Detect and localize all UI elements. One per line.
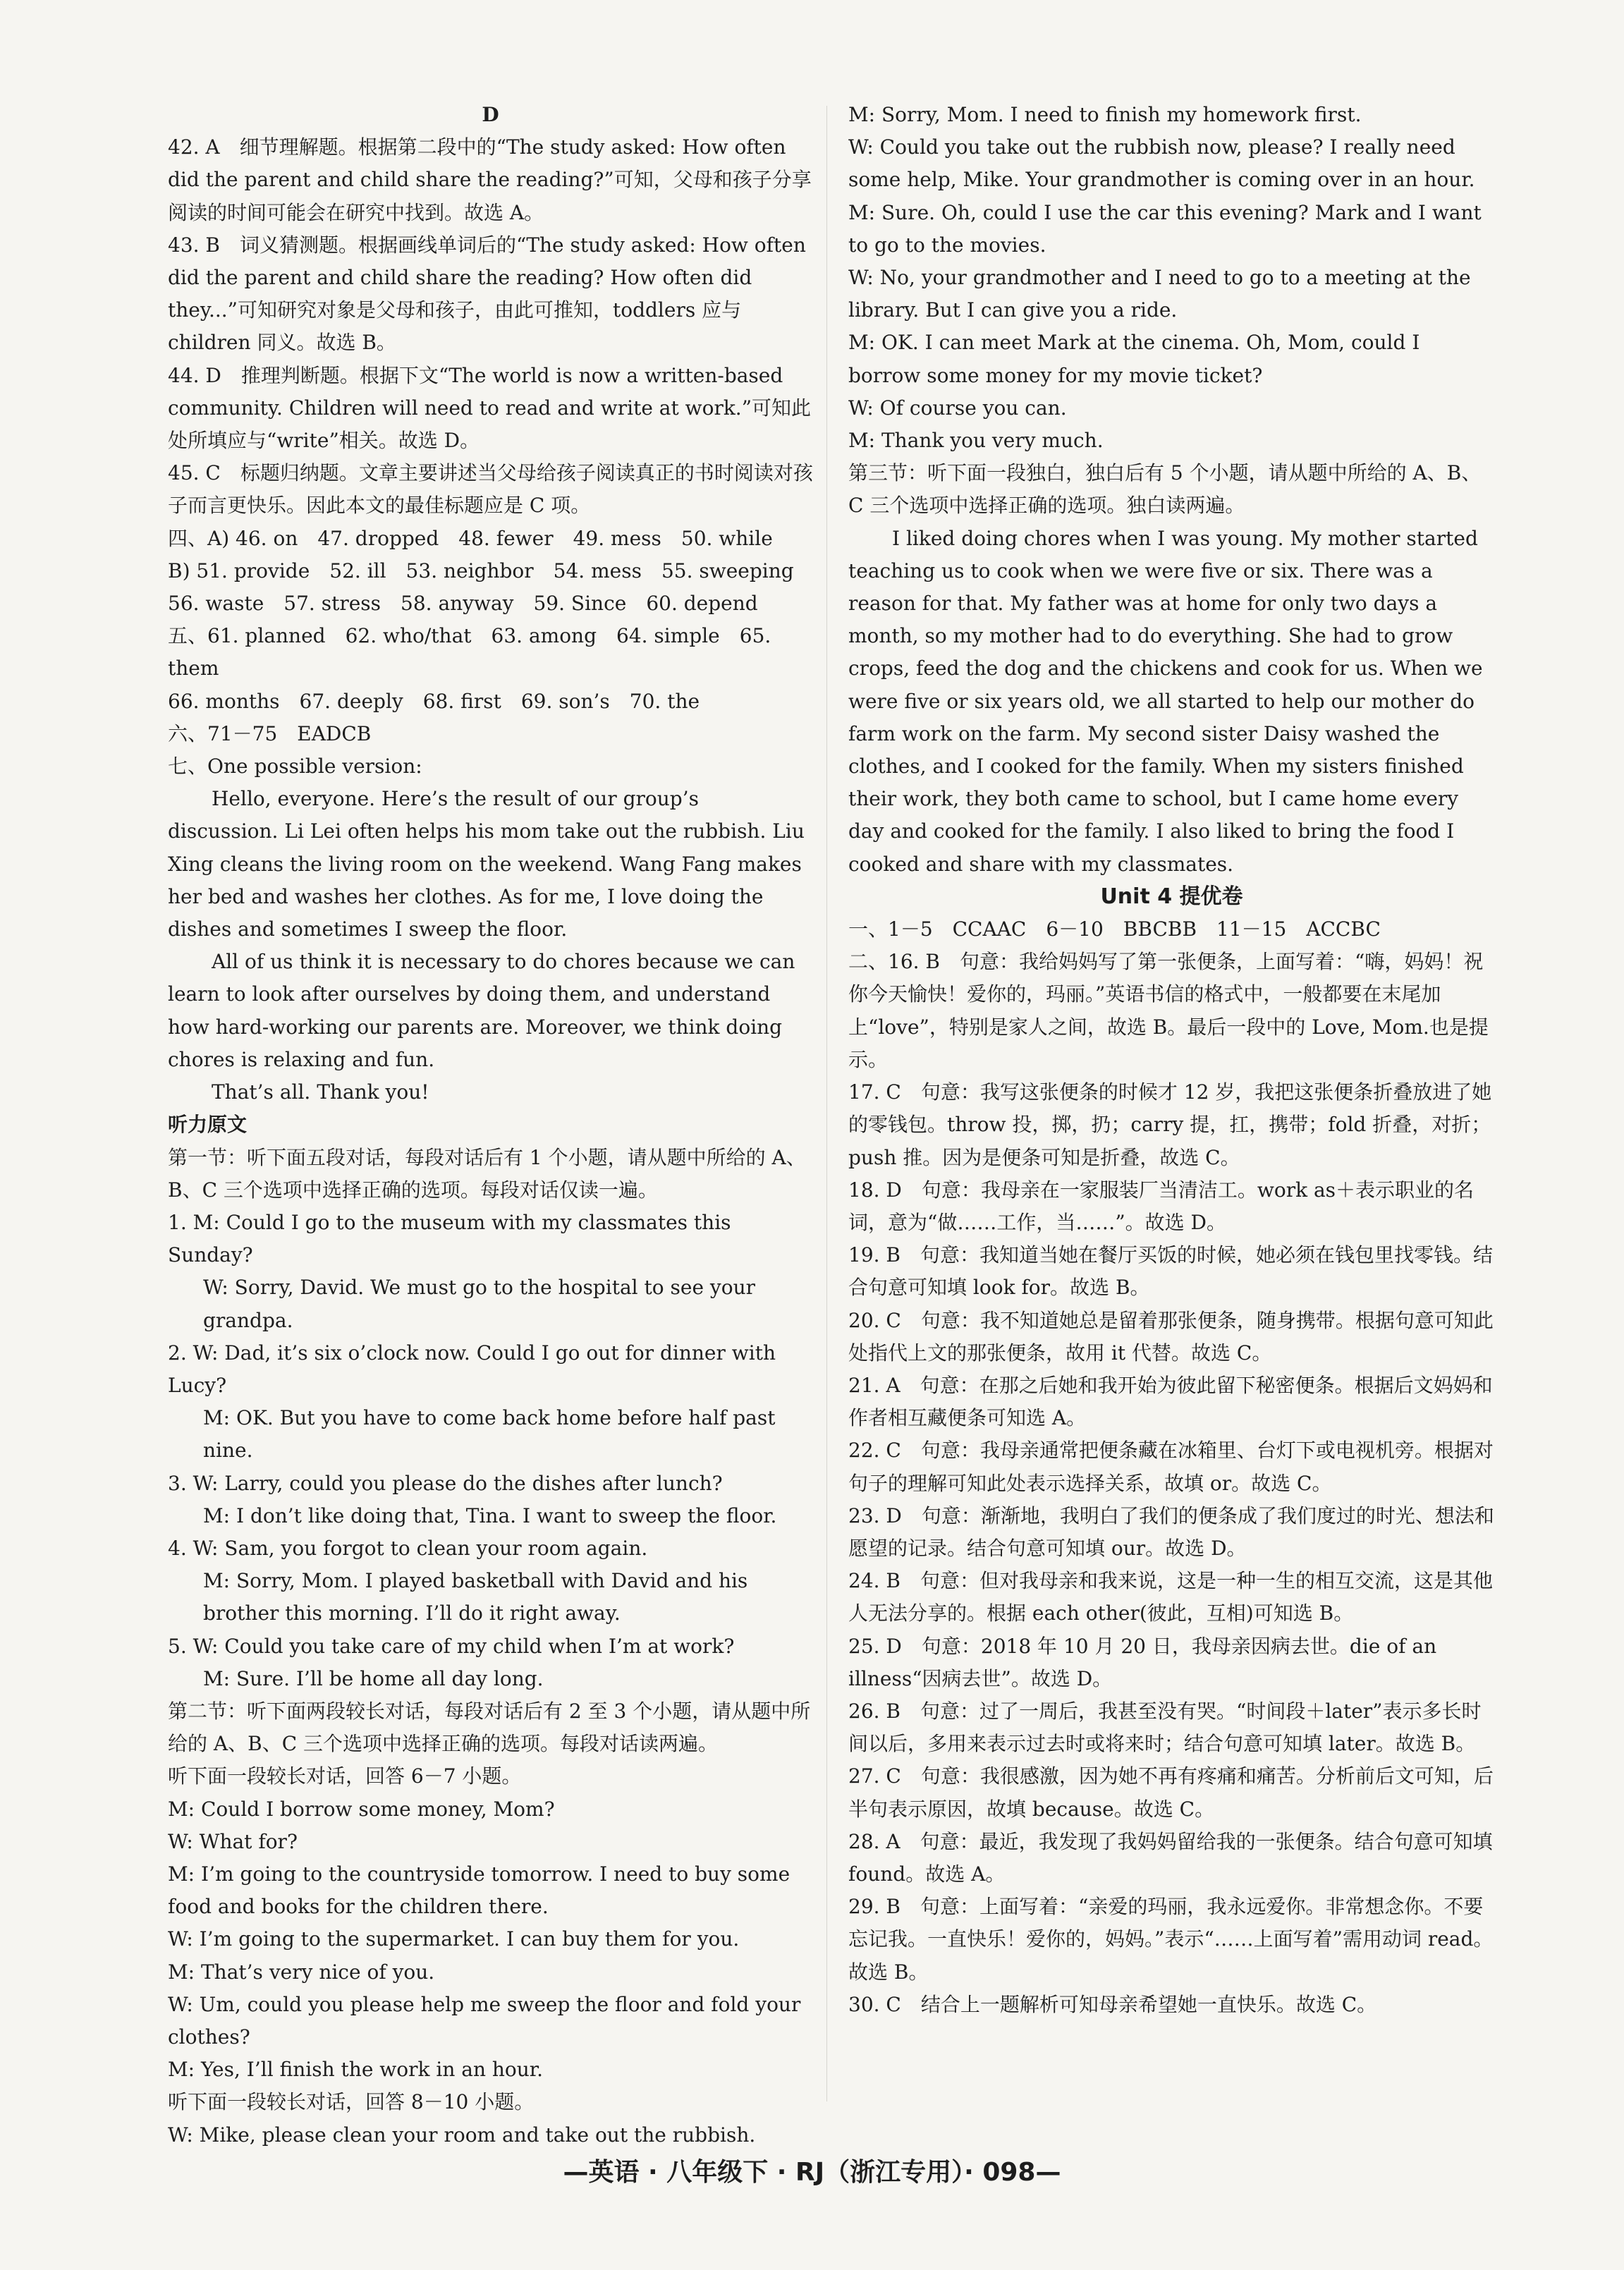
left-paragraph: 5. W: Could you take care of my child when I’m at work? — [168, 1634, 735, 1658]
right-paragraph: 26. B 句意：过了一周后，我甚至没有哭。“时间段＋later”表示多长时间以后，多用来表示过去时或将来时；结合句意可知填 later。故选 B。 — [848, 1699, 1482, 1756]
left-column — [168, 99, 813, 2152]
left-paragraph: Hello, everyone. Here’s the result of our group’s discussion. Li Lei often helps his mom take out the rubbish. Liu Xing cleans the living room on the weekend. Wang Fang makes her bed and washes her clothes. As for me, I love doing the dishes and sometimes I sweep the floor. — [168, 787, 811, 941]
left-paragraph: 听下面一段较长对话，回答 6－7 小题。 — [168, 1764, 522, 1788]
left-paragraph: M: OK. But you have to come back home before half past nine. — [203, 1406, 782, 1463]
left-paragraph: 66. months 67. deeply 68. first 69. son’s 70. the — [168, 689, 700, 713]
left-paragraph: 听力原文 — [168, 1113, 248, 1137]
left-paragraph: M: I don’t like doing that, Tina. I want to sweep the floor. — [203, 1503, 777, 1527]
left-paragraph: W: What for? — [168, 1829, 298, 1853]
left-paragraph: 第二节：听下面两段较长对话，每段对话后有 2 至 3 个小题，请从题中所给的 A、B、C 三个选项中选择正确的选项。每段对话读两遍。 — [168, 1699, 811, 1756]
right-paragraph: 21. A 句意：在那之后她和我开始为彼此留下秘密便条。根据后文妈妈和作者相互藏便条可知选 A。 — [848, 1373, 1493, 1430]
left-paragraph: D — [482, 103, 499, 126]
left-paragraph: M: Yes, I’ll finish the work in an hour. — [168, 2058, 544, 2082]
right-paragraph: 30. C 结合上一题解析可知母亲希望她一直快乐。故选 C。 — [848, 1992, 1377, 2016]
right-paragraph: 19. B 句意：我知道当她在餐厅买饭的时候，她必须在钱包里找零钱。结合句意可知填 look for。故选 B。 — [848, 1243, 1494, 1300]
left-paragraph: 1. M: Could I go to the museum with my classmates this Sunday? — [168, 1210, 738, 1267]
left-paragraph: 六、71－75 EADCB — [168, 721, 372, 745]
right-paragraph: M: Thank you very much. — [848, 429, 1104, 453]
right-paragraph: 24. B 句意：但对我母亲和我来说，这是一种一生的相互交流，这是其他人无法分享的。根据 each other(彼此，互相)可知选 B。 — [848, 1569, 1494, 1625]
left-paragraph: 五、61. planned 62. who/that 63. among 64. simple 65. them — [168, 624, 778, 681]
right-paragraph: 28. A 句意：最近，我发现了我妈妈留给我的一张便条。结合句意可知填 found。故选 A。 — [848, 1829, 1499, 1886]
right-paragraph: 27. C 句意：我很感激，因为她不再有疼痛和痛苦。分析前后文可知，后半句表示原因，故填 because。故选 C。 — [848, 1764, 1494, 1821]
right-paragraph: M: Sure. Oh, could I use the car this evening? Mark and I want to go to the movies. — [848, 200, 1488, 257]
page-footer: —英语 · 八年级下 · RJ（浙江专用）· 098— — [563, 2158, 1061, 2187]
left-paragraph: 第一节：听下面五段对话，每段对话后有 1 个小题，请从题中所给的 A、B、C 三个选项中选择正确的选项。每段对话仅读一遍。 — [168, 1145, 806, 1202]
left-paragraph: 43. B 词义猜测题。根据画线单词后的“The study asked: How often did the parent and child share the reading? How often did they...”可知研究对象是父母和孩子，由此可推知，toddlers 应与 children 同义。故选 B。 — [168, 233, 812, 355]
right-paragraph: W: Could you take out the rubbish now, please? I really need some help, Mike. Your grandmother is coming over in an hour. — [848, 135, 1475, 192]
right-paragraph: M: OK. I can meet Mark at the cinema. Oh, Mom, could I borrow some money for my movie ticket? — [848, 331, 1427, 387]
column-divider — [826, 106, 827, 2101]
right-paragraph: 23. D 句意：渐渐地，我明白了我们的便条成了我们度过的时光、想法和愿望的记录。结合句意可知填 our。故选 D。 — [848, 1503, 1494, 1560]
right-paragraph: 一、1－5 CCAAC 6－10 BBCBB 11－15 ACCBC — [848, 917, 1381, 941]
left-paragraph: W: Sorry, David. We must go to the hospital to see your grandpa. — [203, 1276, 762, 1332]
left-paragraph: M: Could I borrow some money, Mom? — [168, 1797, 555, 1821]
right-paragraph: 20. C 句意：我不知道她总是留着那张便条，随身携带。根据句意可知此处指代上文的那张便条，故用 it 代替。故选 C。 — [848, 1308, 1494, 1365]
right-paragraph: 18. D 句意：我母亲在一家服装厂当清洁工。work as＋表示职业的名词，意为“做……工作，当……”。故选 D。 — [848, 1178, 1475, 1234]
left-paragraph: 3. W: Larry, could you please do the dishes after lunch? — [168, 1471, 723, 1495]
left-paragraph: 56. waste 57. stress 58. anyway 59. Since 60. depend — [168, 592, 758, 616]
left-paragraph: W: Mike, please clean your room and take out the rubbish. — [168, 2123, 756, 2147]
right-paragraph: M: Sorry, Mom. I need to finish my homework first. — [848, 103, 1362, 126]
right-paragraph: I liked doing chores when I was young. My mother started teaching us to cook when we were five or six. There was a reason for that. My father was at home for only two days a month, so my mother had to do everything. She had to grow crops, feed the dog and the chickens and cook for us. When we were five or six years old, we all started to help our mother do farm work on the farm. My second sister Daisy washed the clothes, and I cooked for the family. When my sisters finished their work, they both came to school, but I came home every day and cooked for the family. I also liked to bring the food I cooked and share with my classmates. — [848, 526, 1489, 876]
left-paragraph: That’s all. Thank you! — [212, 1080, 429, 1104]
right-paragraph: W: No, your grandmother and I need to go to a meeting at the library. But I can give you a ride. — [848, 266, 1477, 322]
left-paragraph: M: I’m going to the countryside tomorrow. I need to buy some food and books for the children there. — [168, 1862, 797, 1919]
left-paragraph: 听下面一段较长对话，回答 8－10 小题。 — [168, 2090, 535, 2114]
left-paragraph: All of us think it is necessary to do chores because we can learn to look after ourselves by doing them, and understand how hard-working our parents are. Moreover, we think doing chores is relaxing and fun. — [168, 950, 802, 1071]
left-paragraph: M: That’s very nice of you. — [168, 1960, 435, 1984]
right-column — [848, 99, 1499, 2021]
right-paragraph: 25. D 句意：2018 年 10 月 20 日，我母亲因病去世。die of an illness“因病去世”。故选 D。 — [848, 1634, 1443, 1690]
right-paragraph: 22. C 句意：我母亲通常把便条藏在冰箱里、台灯下或电视机旁。根据对句子的理解可知此处表示选择关系，故填 or。故选 C。 — [848, 1439, 1494, 1495]
right-paragraph: 29. B 句意：上面写着：“亲爱的玛丽，我永远爱你。非常想念你。不要忘记我。一直快乐！爱你的，妈妈。”表示“……上面写着”需用动词 read。故选 B。 — [848, 1895, 1494, 1984]
left-paragraph: 四、A) 46. on 47. dropped 48. fewer 49. mess 50. while — [168, 526, 773, 550]
right-paragraph: 17. C 句意：我写这张便条的时候才 12 岁，我把这张便条折叠放进了她的零钱包。throw 投，掷，扔；carry 提，扛，携带；fold 折叠，对折；push 推。因为是便条可知是折叠，故选 C。 — [848, 1080, 1492, 1169]
left-paragraph: W: Um, could you please help me sweep the floor and fold your clothes? — [168, 1992, 807, 2049]
left-paragraph: M: Sorry, Mom. I played basketball with David and his brother this morning. I’ll do it right away. — [203, 1569, 755, 1625]
right-paragraph: W: Of course you can. — [848, 396, 1067, 420]
left-paragraph: 4. W: Sam, you forgot to clean your room again. — [168, 1536, 648, 1560]
right-paragraph: 二、16. B 句意：我给妈妈写了第一张便条，上面写着：“嗨，妈妈！祝你今天愉快！爱你的，玛丽。”英语书信的格式中，一般都要在末尾加上“love”，特别是家人之间，故选 B。最后一段中的 Love, Mom.也是提示。 — [848, 950, 1489, 1071]
left-paragraph: 2. W: Dad, it’s six o’clock now. Could I go out for dinner with Lucy? — [168, 1341, 782, 1397]
left-paragraph: 七、One possible version: — [168, 755, 422, 779]
left-paragraph: 44. D 推理判断题。根据下文“The world is now a written-based community. Children will need to read and write at work.”可知此处所填应与“write”相关。故选 D。 — [168, 363, 812, 453]
left-paragraph: B) 51. provide 52. ill 53. neighbor 54. mess 55. sweeping — [168, 559, 794, 582]
left-paragraph: M: Sure. I’ll be home all day long. — [203, 1666, 544, 1690]
left-paragraph: W: I’m going to the supermarket. I can buy them for you. — [168, 1927, 740, 1951]
left-paragraph: 45. C 标题归纳题。文章主要讲述当父母给孩子阅读真正的书时阅读对孩子而言更快乐。因此本文的最佳标题应是 C 项。 — [168, 461, 813, 518]
right-paragraph: Unit 4 提优卷 — [1100, 884, 1243, 909]
right-paragraph: 第三节：听下面一段独白，独白后有 5 个小题，请从题中所给的 A、B、C 三个选项中选择正确的选项。独白读两遍。 — [848, 461, 1482, 518]
left-paragraph: 42. A 细节理解题。根据第二段中的“The study asked: How often did the parent and child share the reading?”可知，父母和孩子分享阅读的时间可能会在研究中找到。故选 A。 — [168, 135, 812, 224]
